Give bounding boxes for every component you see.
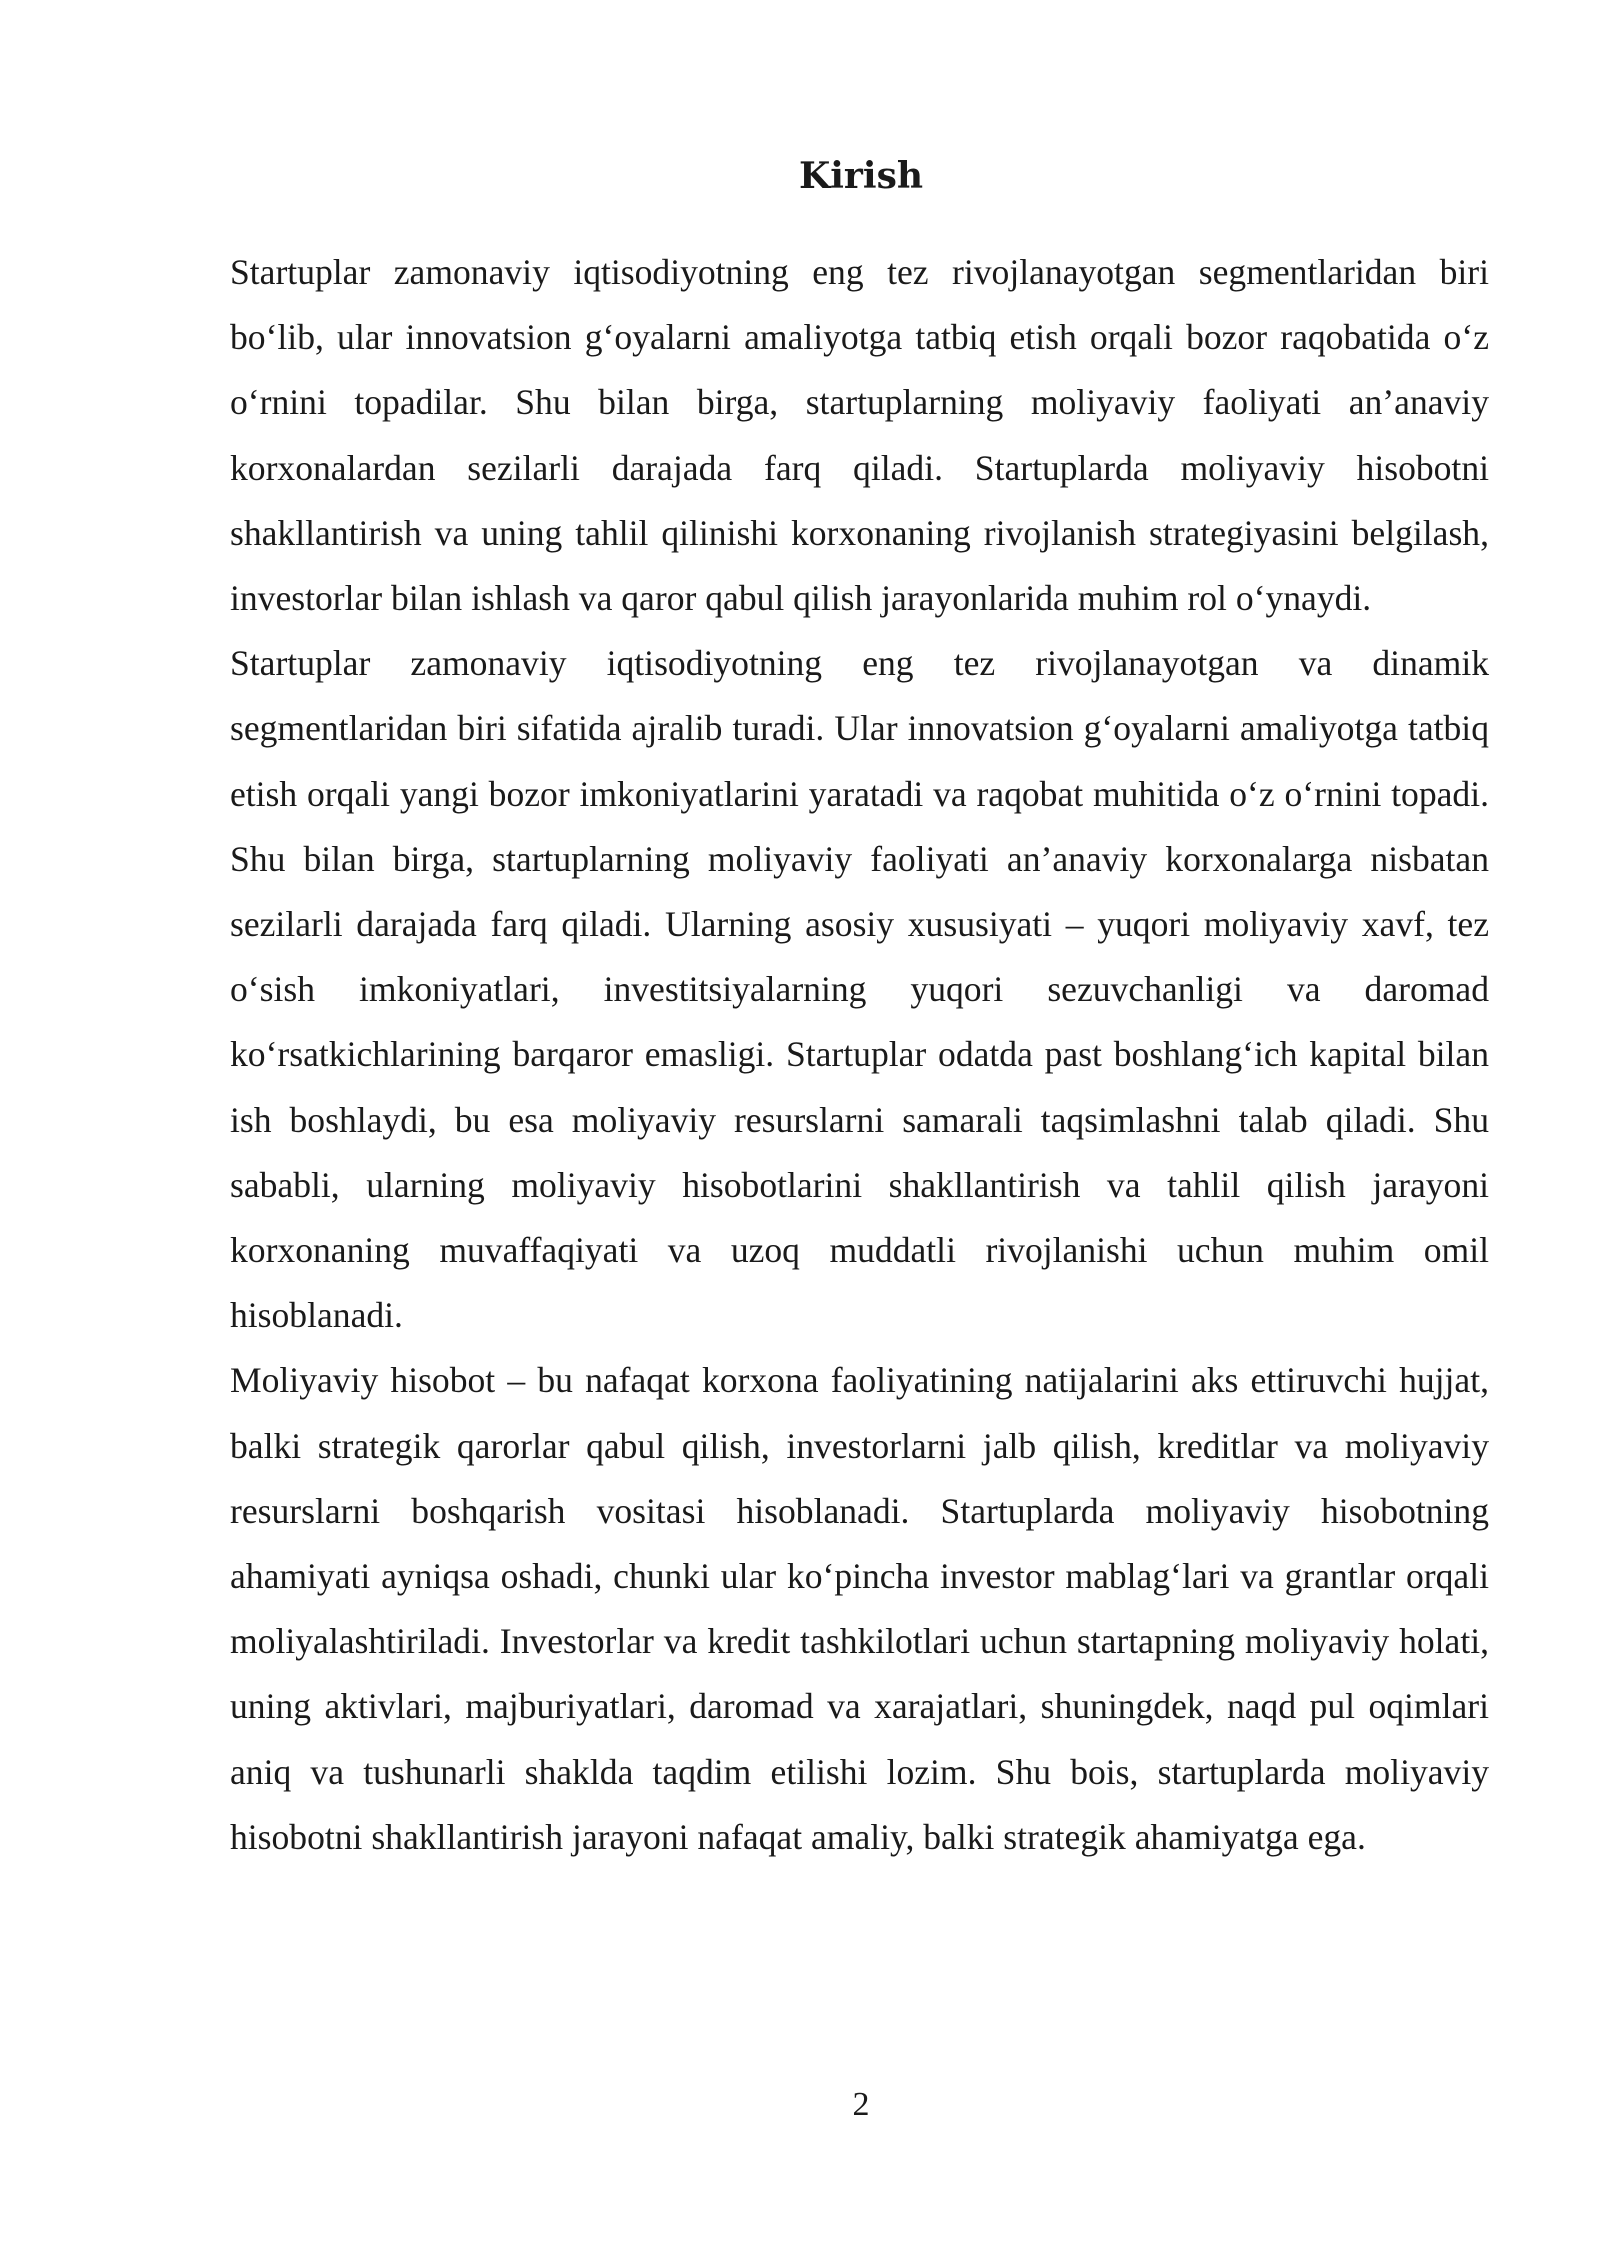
paragraph-2: Startuplar zamonaviy iqtisodiyotning eng tez rivojlanayotgan va dinamik segmentlaridan biri sifatida ajralib turadi. Ular innovatsion g‘oyalarni amaliyotga tatbiq etish orqali yangi bozor imkoniyatlarini yaratadi va raqobat muhitida o‘z o‘rnini topadi. Shu bilan birga, startuplarning moliyaviy faoliyati an’anaviy korxonalarga nisbatan sezilarli darajada farq qiladi. Ularning asosiy xususiyati – yuqori moliyaviy xavf, tez o‘sish imkoniyatlari, investitsiyalarning yuqori sezuvchanligi va daromad ko‘rsatkichlarining barqaror emasligi. Startuplar odatda past boshlang‘ich kapital bilan ish boshlaydi, bu esa moliyaviy resurslarni samarali taqsimlashni talab qiladi. Shu sababli, ularning moliyaviy hisobotlarini shakllantirish va tahlil qilish jarayoni korxonaning muvaffaqiyati va uzoq muddatli rivojlanishi uchun muhim omil hisoblanadi. xyxy=(230,643,1489,1336)
page-title: Kirish xyxy=(798,155,924,197)
body-text xyxy=(230,240,1489,1870)
paragraph-1: Startuplar zamonaviy iqtisodiyotning eng tez rivojlanayotgan segmentlaridan biri bo‘lib, ular innovatsion g‘oyalarni amaliyotga tatbiq etish orqali bozor raqobatida o‘z o‘rnini topadilar. Shu bilan birga, startuplarning moliyaviy faoliyati an’anaviy korxonalardan sezilarli darajada farq qiladi. Startuplarda moliyaviy hisobotni shakllantirish va uning tahlil qilinishi korxonaning rivojlanish strategiyasini belgilash, investorlar bilan ishlash va qaror qabul qilish jarayonlarida muhim rol o‘ynaydi. xyxy=(230,252,1489,619)
page-number: 2 xyxy=(852,2086,870,2123)
paragraph-3: Moliyaviy hisobot – bu nafaqat korxona faoliyatining natijalarini aks ettiruvchi hujjat, balki strategik qarorlar qabul qilish, investorlarni jalb qilish, kreditlar va moliyaviy resurslarni boshqarish vositasi hisoblanadi. Startuplarda moliyaviy hisobotning ahamiyati ayniqsa oshadi, chunki ular ko‘pincha investor mablag‘lari va grantlar orqali moliyalashtiriladi. Investorlar va kredit tashkilotlari uchun startapning moliyaviy holati, uning aktivlari, majburiyatlari, daromad va xarajatlari, shuningdek, naqd pul oqimlari aniq va tushunarli shaklda taqdim etilishi lozim. Shu bois, startuplarda moliyaviy hisobotni shakllantirish jarayoni nafaqat amaliy, balki strategik ahamiyatga ega. xyxy=(230,1360,1489,1857)
